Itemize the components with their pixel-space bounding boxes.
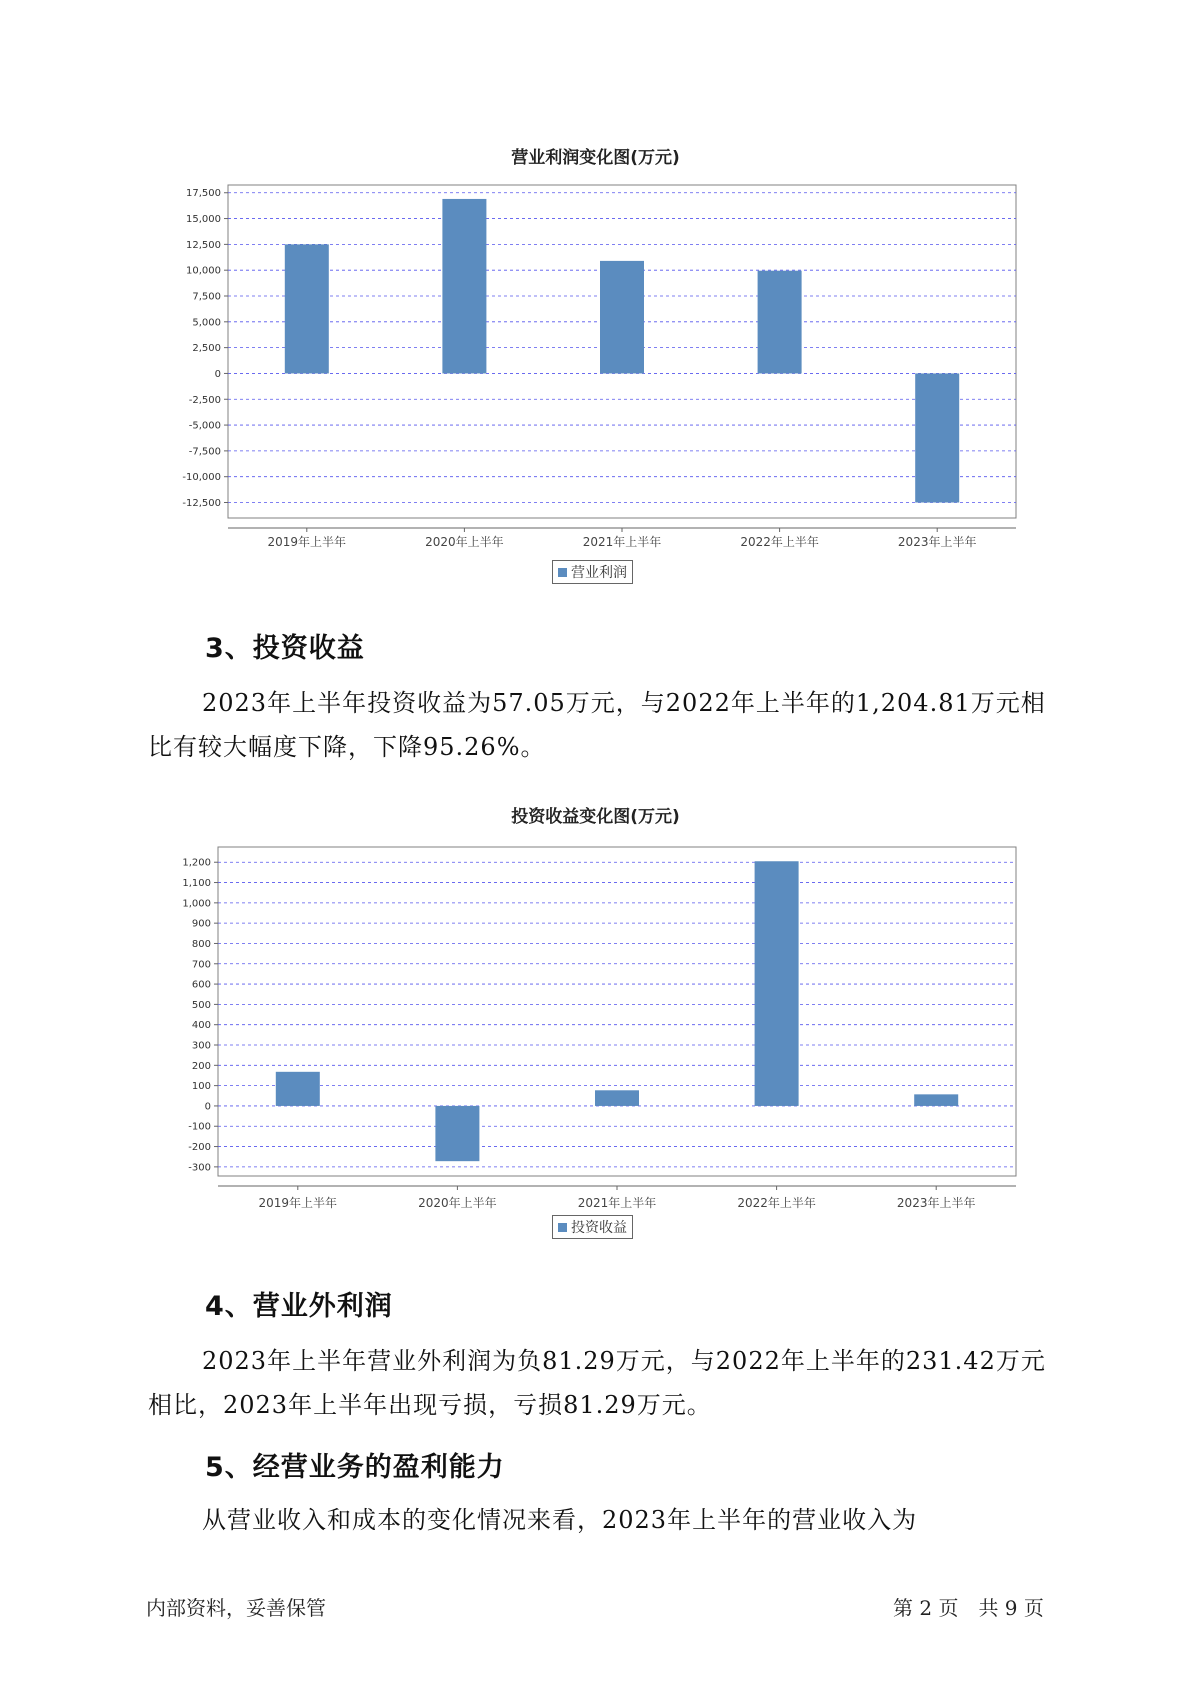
- chart1-title: 营业利润变化图(万元): [511, 148, 680, 168]
- bar: [285, 244, 329, 373]
- y-tick-label: 900: [191, 918, 211, 930]
- section5-text: 从营业收入和成本的变化情况来看，2023年上半年的营业收入为: [202, 1506, 918, 1534]
- footer-confidential: 内部资料，妥善保管: [146, 1596, 326, 1620]
- y-tick-label: 700: [191, 959, 211, 971]
- chart2-investment-income: [0, 830, 1191, 1250]
- bar: [915, 373, 959, 502]
- y-tick-label: 1,200: [182, 857, 211, 869]
- x-category-label: 2021年上半年: [577, 1196, 657, 1210]
- y-tick-label: 600: [191, 979, 211, 991]
- legend-swatch-icon: [558, 1223, 567, 1232]
- y-tick-label: 1,000: [182, 898, 211, 910]
- x-category-label: 2022年上半年: [737, 1196, 816, 1210]
- y-tick-label: 500: [191, 999, 211, 1011]
- y-tick-label: 1,100: [182, 878, 211, 890]
- y-tick-label: 15,000: [186, 214, 221, 226]
- y-tick-label: 5,000: [192, 317, 221, 329]
- y-tick-label: 0: [204, 1101, 211, 1113]
- y-tick-label: 17,500: [186, 188, 221, 200]
- y-tick-label: -2,500: [188, 394, 221, 406]
- y-tick-label: 10,000: [186, 265, 221, 277]
- y-tick-label: 200: [191, 1060, 211, 1072]
- y-tick-label: -300: [188, 1162, 211, 1174]
- section3-paragraph: [148, 681, 1068, 769]
- x-category-label: 2023年上半年: [896, 1196, 976, 1210]
- plot-frame: [218, 847, 1016, 1176]
- x-category-label: 2019年上半年: [267, 535, 347, 549]
- bar: [755, 861, 799, 1106]
- section4-paragraph: [148, 1339, 1068, 1427]
- section5-heading: 5、经营业务的盈利能力: [205, 1452, 505, 1483]
- y-tick-label: -5,000: [188, 420, 221, 432]
- section3-heading: 3、投资收益: [205, 633, 365, 664]
- y-tick-label: -200: [188, 1142, 211, 1154]
- chart2-legend-label: 投资收益: [571, 1220, 627, 1236]
- chart2-title: 投资收益变化图(万元): [511, 807, 680, 827]
- bar: [435, 1106, 479, 1161]
- y-tick-label: 100: [191, 1081, 211, 1093]
- x-category-label: 2019年上半年: [258, 1196, 338, 1210]
- chart1-legend: [552, 560, 633, 584]
- chart1-legend-label: 营业利润: [571, 565, 627, 581]
- section4-text: 2023年上半年营业外利润为负81.29万元，与2022年上半年的231.42万元相比，2023年上半年出现亏损，亏损81.29万元。: [148, 1347, 1046, 1419]
- y-tick-label: -7,500: [188, 446, 221, 458]
- y-tick-label: 400: [191, 1020, 211, 1032]
- bar: [758, 271, 802, 374]
- legend-swatch-icon: [558, 568, 567, 577]
- bar: [595, 1090, 639, 1106]
- y-tick-label: 300: [191, 1040, 211, 1052]
- bar: [276, 1072, 320, 1106]
- x-category-label: 2020年上半年: [425, 535, 504, 549]
- y-tick-label: -100: [188, 1121, 211, 1133]
- chart1-operating-profit: [0, 0, 1191, 600]
- y-tick-label: -12,500: [182, 498, 221, 510]
- y-tick-label: 0: [214, 368, 221, 380]
- x-category-label: 2023年上半年: [897, 535, 977, 549]
- x-category-label: 2020年上半年: [418, 1196, 497, 1210]
- x-category-label: 2022年上半年: [740, 535, 819, 549]
- y-tick-label: 7,500: [192, 291, 221, 303]
- bar: [600, 261, 644, 374]
- section4-heading: 4、营业外利润: [205, 1291, 393, 1322]
- y-tick-label: 2,500: [192, 343, 221, 355]
- x-category-label: 2021年上半年: [582, 535, 662, 549]
- y-tick-label: 12,500: [186, 239, 221, 251]
- chart2-legend: [552, 1215, 633, 1239]
- section5-paragraph: [148, 1498, 1068, 1542]
- bar: [914, 1094, 958, 1106]
- bar: [442, 199, 486, 374]
- section3-text: 2023年上半年投资收益为57.05万元，与2022年上半年的1,204.81万元相比有较大幅度下降，下降95.26%。: [148, 689, 1046, 761]
- footer-page-number: 第 2 页 共 9 页: [893, 1596, 1044, 1620]
- y-tick-label: 800: [191, 938, 211, 950]
- y-tick-label: -10,000: [182, 472, 221, 484]
